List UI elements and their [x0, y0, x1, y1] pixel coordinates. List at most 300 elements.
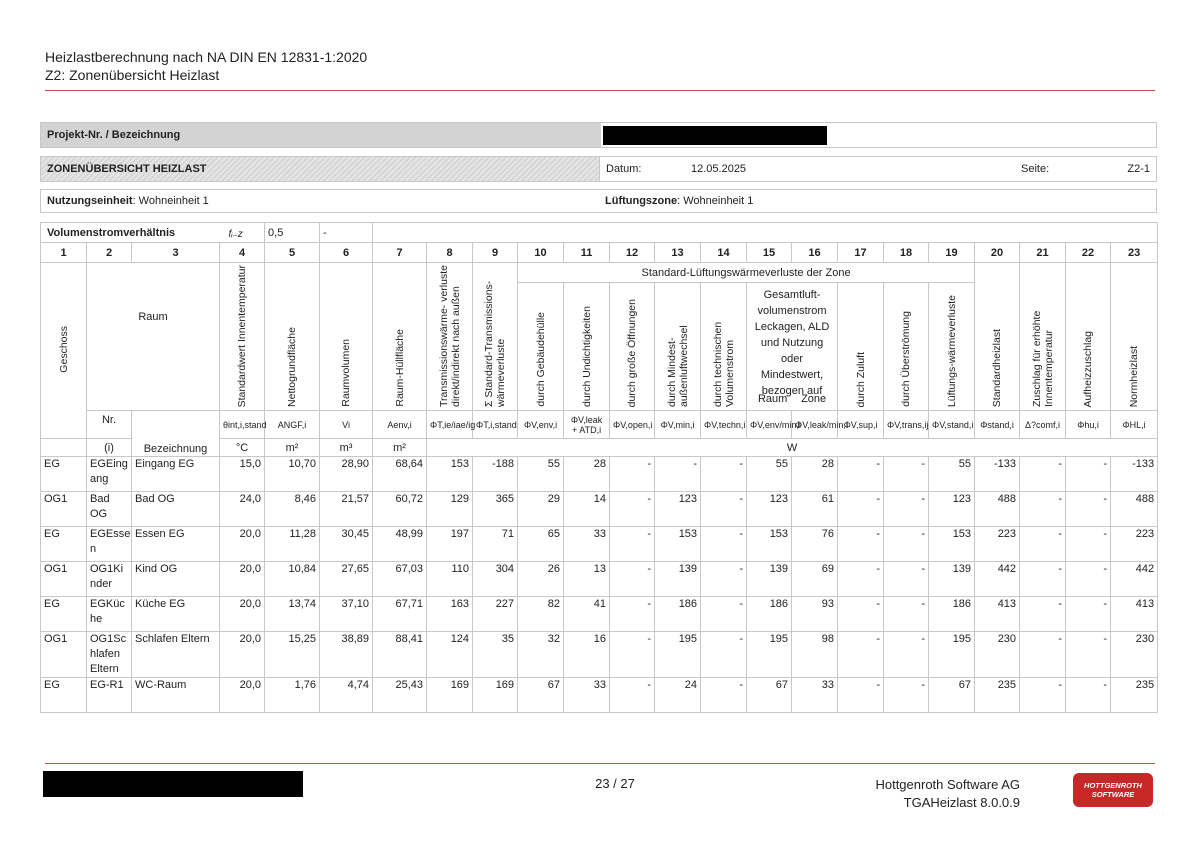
header-c22-text: Aufheizzuschlag	[1082, 330, 1095, 407]
table-cell: -	[701, 492, 747, 527]
sym-c14: ΦV,techn,i	[701, 411, 747, 439]
table-cell: 124	[427, 632, 473, 678]
table-cell: OG1Ki nder	[87, 562, 132, 597]
table-cell: 14	[564, 492, 610, 527]
table-cell: -	[838, 457, 884, 492]
header-bezeichnung: Bezeichnung	[132, 411, 220, 457]
table-cell: 110	[427, 562, 473, 597]
col-num: 23	[1111, 243, 1158, 263]
table-cell: 26	[518, 562, 564, 597]
table-cell: -	[884, 527, 929, 562]
table-cell: 223	[975, 527, 1020, 562]
header-c5	[265, 263, 320, 411]
table-cell: EGKüc he	[87, 597, 132, 632]
unit-c6: m³	[320, 439, 373, 457]
table-cell: 76	[792, 527, 838, 562]
col-num: 16	[792, 243, 838, 263]
table-cell: -	[655, 457, 701, 492]
table-cell: 28	[792, 457, 838, 492]
col-num: 2	[87, 243, 132, 263]
table-cell: 186	[655, 597, 701, 632]
table-cell: 28,90	[320, 457, 373, 492]
header-c9-text: Σ Standard-Transmissions- wärmeverluste	[483, 280, 508, 407]
table-cell: 61	[792, 492, 838, 527]
table-cell: 82	[518, 597, 564, 632]
sym-c7: Aenv,i	[373, 411, 427, 439]
table-cell: -	[838, 597, 884, 632]
header-c14-text: durch technischen Volumenstrom	[711, 321, 736, 407]
table-row	[41, 678, 1158, 713]
header-c11	[564, 283, 610, 411]
table-cell: 365	[473, 492, 518, 527]
unit-w: W	[427, 439, 1158, 457]
table-cell: EG	[41, 678, 87, 713]
table-cell: -	[1066, 492, 1111, 527]
header-c20	[975, 263, 1020, 411]
header-c15-16	[747, 283, 838, 411]
header-c17-text: durch Zuluft	[854, 351, 867, 407]
table-cell: 488	[1111, 492, 1158, 527]
header-c19-text: Lüftungs-wärmeverluste	[945, 294, 958, 407]
table-cell: OG1	[41, 632, 87, 678]
sym-c21: Δ?comf,i	[1020, 411, 1066, 439]
header-c15: Raum	[757, 393, 788, 405]
table-cell: 67	[518, 678, 564, 713]
sym-c17: ΦV,sup,i	[838, 411, 884, 439]
table-row	[41, 527, 1158, 562]
table-cell: 15,25	[265, 632, 320, 678]
table-cell: 55	[518, 457, 564, 492]
header-c11-text: durch Undichtigkeiten	[580, 306, 593, 407]
datum-label: Datum:	[599, 157, 691, 181]
seite-value: Z2-1	[1127, 163, 1150, 175]
unit-i: (i)	[87, 439, 132, 457]
table-cell: 195	[929, 632, 975, 678]
table-cell: 442	[975, 562, 1020, 597]
table-cell: 169	[473, 678, 518, 713]
table-cell: -	[1066, 678, 1111, 713]
sym-c15: ΦV,env/min,i	[747, 411, 792, 439]
table-cell: 223	[1111, 527, 1158, 562]
seite-label: Seite:	[1021, 163, 1050, 175]
header-c8	[427, 263, 473, 411]
header-c4-text: Standardwert Innentemperatur	[236, 264, 249, 407]
table-cell: -	[838, 527, 884, 562]
header-geschoss-text: Geschoss	[57, 325, 70, 373]
col-num: 14	[701, 243, 747, 263]
header-c10	[518, 283, 564, 411]
table-cell: 230	[975, 632, 1020, 678]
table-cell: -	[701, 597, 747, 632]
volumenstrom-label: Volumenstromverhältnis	[47, 226, 176, 239]
table-cell: 442	[1111, 562, 1158, 597]
volumenstrom-unit: -	[320, 223, 373, 243]
logo-line-2: SOFTWARE	[1091, 790, 1135, 799]
table-cell: 129	[427, 492, 473, 527]
table-cell: 15,0	[220, 457, 265, 492]
table-cell: 41	[564, 597, 610, 632]
table-row	[41, 562, 1158, 597]
table-cell: -	[701, 457, 747, 492]
sym-c4: θint,i,stand	[220, 411, 265, 439]
table-cell: -	[838, 492, 884, 527]
header-c13-text: durch Mindest- außenluftwechsel	[665, 325, 690, 407]
table-cell: -188	[473, 457, 518, 492]
table-cell: 13	[564, 562, 610, 597]
table-row	[41, 597, 1158, 632]
table-cell: 88,41	[373, 632, 427, 678]
table-row	[41, 457, 1158, 492]
table-cell: -	[701, 527, 747, 562]
logo-line-1: HOTTGENROTH	[1084, 781, 1142, 790]
col-num: 4	[220, 243, 265, 263]
col-num: 10	[518, 243, 564, 263]
table-cell: 123	[655, 492, 701, 527]
table-cell: 21,57	[320, 492, 373, 527]
table-cell: Küche EG	[132, 597, 220, 632]
unit-c7: m²	[373, 439, 427, 457]
table-cell: 20,0	[220, 678, 265, 713]
table-cell: OG1	[41, 562, 87, 597]
volumenstrom-spacer	[373, 223, 1158, 243]
document-title	[45, 48, 367, 84]
header-c9	[473, 263, 518, 411]
project-label: Projekt-Nr. / Bezeichnung	[41, 123, 601, 147]
title-line-2: Z2: Zonenübersicht Heizlast	[45, 67, 220, 83]
header-c14	[701, 283, 747, 411]
table-cell: 67,71	[373, 597, 427, 632]
table-cell: Essen EG	[132, 527, 220, 562]
col-num: 7	[373, 243, 427, 263]
table-cell: 35	[473, 632, 518, 678]
column-number-row	[41, 243, 1158, 263]
table-cell: 169	[427, 678, 473, 713]
header-c18-text: durch Überströmung	[900, 311, 913, 407]
header-c22	[1066, 263, 1111, 411]
table-cell: 33	[564, 527, 610, 562]
header-c13	[655, 283, 701, 411]
col-num: 8	[427, 243, 473, 263]
symbol-row	[41, 411, 1158, 439]
table-cell: Eingang EG	[132, 457, 220, 492]
table-cell: 304	[473, 562, 518, 597]
sym-c18: ΦV,trans,ij	[884, 411, 929, 439]
sym-c5: ANGF,i	[265, 411, 320, 439]
table-cell: EG	[41, 457, 87, 492]
table-cell: 67	[747, 678, 792, 713]
header-c6-text: Raumvolumen	[340, 339, 353, 407]
nutzungseinheit-label: Nutzungseinheit	[47, 195, 133, 207]
table-cell: OG1Sc hlafen Eltern	[87, 632, 132, 678]
table-cell: 139	[929, 562, 975, 597]
table-cell: 93	[792, 597, 838, 632]
table-cell: 153	[747, 527, 792, 562]
table-cell: EG	[41, 597, 87, 632]
company-info	[820, 776, 1020, 812]
table-cell: 139	[655, 562, 701, 597]
col-num: 12	[610, 243, 655, 263]
table-cell: 16	[564, 632, 610, 678]
table-cell: EG	[41, 527, 87, 562]
table-cell: -	[884, 492, 929, 527]
table-cell: 48,99	[373, 527, 427, 562]
product-version: TGAHeizlast 8.0.0.9	[903, 795, 1020, 810]
table-cell: 65	[518, 527, 564, 562]
table-cell: 488	[975, 492, 1020, 527]
table-cell: 13,74	[265, 597, 320, 632]
table-cell: -	[701, 678, 747, 713]
unit-empty	[41, 439, 87, 457]
table-cell: 29	[518, 492, 564, 527]
table-cell: 1,76	[265, 678, 320, 713]
table-cell: 153	[929, 527, 975, 562]
footer-redaction	[43, 771, 303, 797]
table-cell: 38,89	[320, 632, 373, 678]
header-geschoss	[41, 263, 87, 439]
table-cell: 67	[929, 678, 975, 713]
header-c4	[220, 263, 265, 411]
table-cell: -	[610, 632, 655, 678]
header-c18	[884, 283, 929, 411]
table-cell: 68,64	[373, 457, 427, 492]
col-num: 21	[1020, 243, 1066, 263]
table-cell: -	[701, 632, 747, 678]
table-cell: 30,45	[320, 527, 373, 562]
header-c23	[1111, 263, 1158, 411]
sym-c8: ΦT,ie/iae/ig	[427, 411, 473, 439]
sym-c11: ΦV,leak + ATD,i	[564, 411, 610, 439]
table-cell: 123	[747, 492, 792, 527]
table-cell: 32	[518, 632, 564, 678]
header-raum: Raum	[87, 263, 220, 411]
table-cell: -	[1066, 632, 1111, 678]
table-cell: -	[1020, 527, 1066, 562]
table-cell: 20,0	[220, 562, 265, 597]
nutzungseinheit-value: : Wohneinheit 1	[132, 195, 209, 207]
col-num: 1	[41, 243, 87, 263]
header-c19	[929, 283, 975, 411]
table-cell: -	[884, 632, 929, 678]
header-c21	[1020, 263, 1066, 411]
col-num: 6	[320, 243, 373, 263]
table-cell: -	[884, 678, 929, 713]
table-row	[41, 492, 1158, 527]
table-cell: 235	[1111, 678, 1158, 713]
col-num: 22	[1066, 243, 1111, 263]
header-c7	[373, 263, 427, 411]
sym-c19: ΦV,stand,i	[929, 411, 975, 439]
table-cell: -	[884, 562, 929, 597]
table-cell: -	[1020, 457, 1066, 492]
col-num: 17	[838, 243, 884, 263]
table-cell: 186	[747, 597, 792, 632]
table-cell: 28	[564, 457, 610, 492]
col-num: 13	[655, 243, 701, 263]
table-cell: 20,0	[220, 632, 265, 678]
table-cell: Kind OG	[132, 562, 220, 597]
table-cell: -	[884, 457, 929, 492]
table-cell: 24,0	[220, 492, 265, 527]
table-cell: 123	[929, 492, 975, 527]
company-name: Hottgenroth Software AG	[875, 777, 1020, 792]
table-cell: -	[610, 562, 655, 597]
table-cell: 195	[655, 632, 701, 678]
header-c17	[838, 283, 884, 411]
table-cell: -	[884, 597, 929, 632]
table-cell: 10,84	[265, 562, 320, 597]
header-c7-text: Raum-Hüllfläche	[393, 329, 406, 407]
volumenstrom-row	[41, 223, 1158, 243]
zone-title: ZONENÜBERSICHT HEIZLAST	[41, 157, 599, 181]
table-cell: 153	[655, 527, 701, 562]
table-cell: 33	[792, 678, 838, 713]
header-c5-text: Nettogrundfläche	[286, 327, 299, 407]
header-group-row	[41, 263, 1158, 283]
volumenstrom-value: 0,5	[265, 223, 320, 243]
sym-c13: ΦV,min,i	[655, 411, 701, 439]
col-num: 15	[747, 243, 792, 263]
table-cell: EG-R1	[87, 678, 132, 713]
table-cell: 413	[975, 597, 1020, 632]
table-cell: 195	[747, 632, 792, 678]
sym-c22: Φhu,i	[1066, 411, 1111, 439]
sym-c10: ΦV,env,i	[518, 411, 564, 439]
header-c23-text: Normheizlast	[1128, 345, 1141, 407]
table-cell: 10,70	[265, 457, 320, 492]
table-cell: 197	[427, 527, 473, 562]
table-cell: -133	[975, 457, 1020, 492]
lueftungszone-label: Lüftungszone	[605, 195, 678, 207]
header-c12-text: durch große Öffnungen	[626, 298, 639, 407]
sym-c9: ΦT,i,stand	[473, 411, 518, 439]
table-cell: 186	[929, 597, 975, 632]
table-cell: -	[1066, 457, 1111, 492]
table-cell: 24	[655, 678, 701, 713]
unit-c4: °C	[220, 439, 265, 457]
header-lueftung-group: Standard-Lüftungswärmeverluste der Zone	[518, 263, 975, 283]
table-cell: WC-Raum	[132, 678, 220, 713]
nutzungseinheit	[47, 190, 209, 212]
table-cell: 98	[792, 632, 838, 678]
table-cell: EGEing ang	[87, 457, 132, 492]
col-num: 18	[884, 243, 929, 263]
table-cell: OG1	[41, 492, 87, 527]
table-cell: 139	[747, 562, 792, 597]
sym-c16: ΦV,leak/min,i	[792, 411, 838, 439]
nutzung-box	[40, 189, 1157, 213]
sym-c20: Φstand,i	[975, 411, 1020, 439]
table-cell: Schlafen Eltern	[132, 632, 220, 678]
header-c15-16-text: Gesamtluft- volumenstrom Leckagen, ALD und Nutzung oder Mindestwert, bezogen auf	[754, 289, 830, 397]
col-num: 11	[564, 243, 610, 263]
table-cell: 413	[1111, 597, 1158, 632]
header-nr: Nr.	[87, 411, 132, 439]
table-cell: -	[1020, 678, 1066, 713]
table-cell: 235	[975, 678, 1020, 713]
col-num: 3	[132, 243, 220, 263]
col-num: 19	[929, 243, 975, 263]
table-cell: -133	[1111, 457, 1158, 492]
header-c10-text: durch Gebäudehülle	[534, 312, 547, 407]
lueftungszone-value: : Wohneinheit 1	[677, 195, 754, 207]
header-c16: Zone	[801, 393, 827, 405]
volumenstrom-cell	[41, 223, 265, 243]
table-cell: -	[610, 678, 655, 713]
table-cell: -	[1066, 597, 1111, 632]
data-body	[41, 457, 1158, 713]
datum-value: 12.05.2025	[691, 163, 747, 175]
table-cell: 20,0	[220, 597, 265, 632]
table-cell: 163	[427, 597, 473, 632]
bottom-divider	[45, 763, 1155, 764]
table-cell: -	[610, 597, 655, 632]
volumenstrom-symbol: fᵢ₋z	[228, 228, 243, 240]
table-cell: -	[838, 678, 884, 713]
table-cell: -	[610, 492, 655, 527]
col-num: 5	[265, 243, 320, 263]
unit-c5: m²	[265, 439, 320, 457]
table-cell: EGEsse n	[87, 527, 132, 562]
table-cell: -	[1020, 597, 1066, 632]
table-cell: 27,65	[320, 562, 373, 597]
header-c21-text: Zuschlag für erhöhte Innentemperatur	[1030, 310, 1055, 407]
table-cell: Bad OG	[132, 492, 220, 527]
table-cell: 153	[427, 457, 473, 492]
table-cell: 55	[929, 457, 975, 492]
table-cell: 20,0	[220, 527, 265, 562]
table-cell: -	[1020, 492, 1066, 527]
heizlast-table	[40, 222, 1158, 713]
page-number: 23 / 27	[595, 776, 635, 791]
header-c8-text: Transmissionswärme- verluste direkt/indirekt nach außen	[437, 265, 462, 407]
table-row	[41, 632, 1158, 678]
project-redaction	[603, 126, 827, 145]
table-cell: 67,03	[373, 562, 427, 597]
table-cell: 230	[1111, 632, 1158, 678]
title-line-1: Heizlastberechnung nach NA DIN EN 12831-1:2020	[45, 49, 368, 65]
table-cell: 37,10	[320, 597, 373, 632]
table-cell: Bad OG	[87, 492, 132, 527]
table-cell: 227	[473, 597, 518, 632]
hottgenroth-logo	[1073, 773, 1153, 807]
table-cell: -	[610, 457, 655, 492]
table-cell: -	[838, 562, 884, 597]
table-cell: 11,28	[265, 527, 320, 562]
sym-c6: Vi	[320, 411, 373, 439]
table-cell: 8,46	[265, 492, 320, 527]
table-cell: -	[1020, 632, 1066, 678]
table-cell: -	[610, 527, 655, 562]
table-cell: -	[1066, 527, 1111, 562]
header-c12	[610, 283, 655, 411]
project-box	[40, 122, 1157, 148]
table-cell: 25,43	[373, 678, 427, 713]
table-cell: -	[838, 632, 884, 678]
table-cell: 71	[473, 527, 518, 562]
col-num: 20	[975, 243, 1020, 263]
col-num: 9	[473, 243, 518, 263]
top-divider	[45, 90, 1155, 91]
table-cell: 33	[564, 678, 610, 713]
header-c6	[320, 263, 373, 411]
table-cell: 55	[747, 457, 792, 492]
lueftungszone	[605, 190, 753, 212]
table-cell: 4,74	[320, 678, 373, 713]
table-cell: 60,72	[373, 492, 427, 527]
table-cell: -	[1066, 562, 1111, 597]
zone-header	[40, 156, 1157, 182]
table-cell: -	[1020, 562, 1066, 597]
